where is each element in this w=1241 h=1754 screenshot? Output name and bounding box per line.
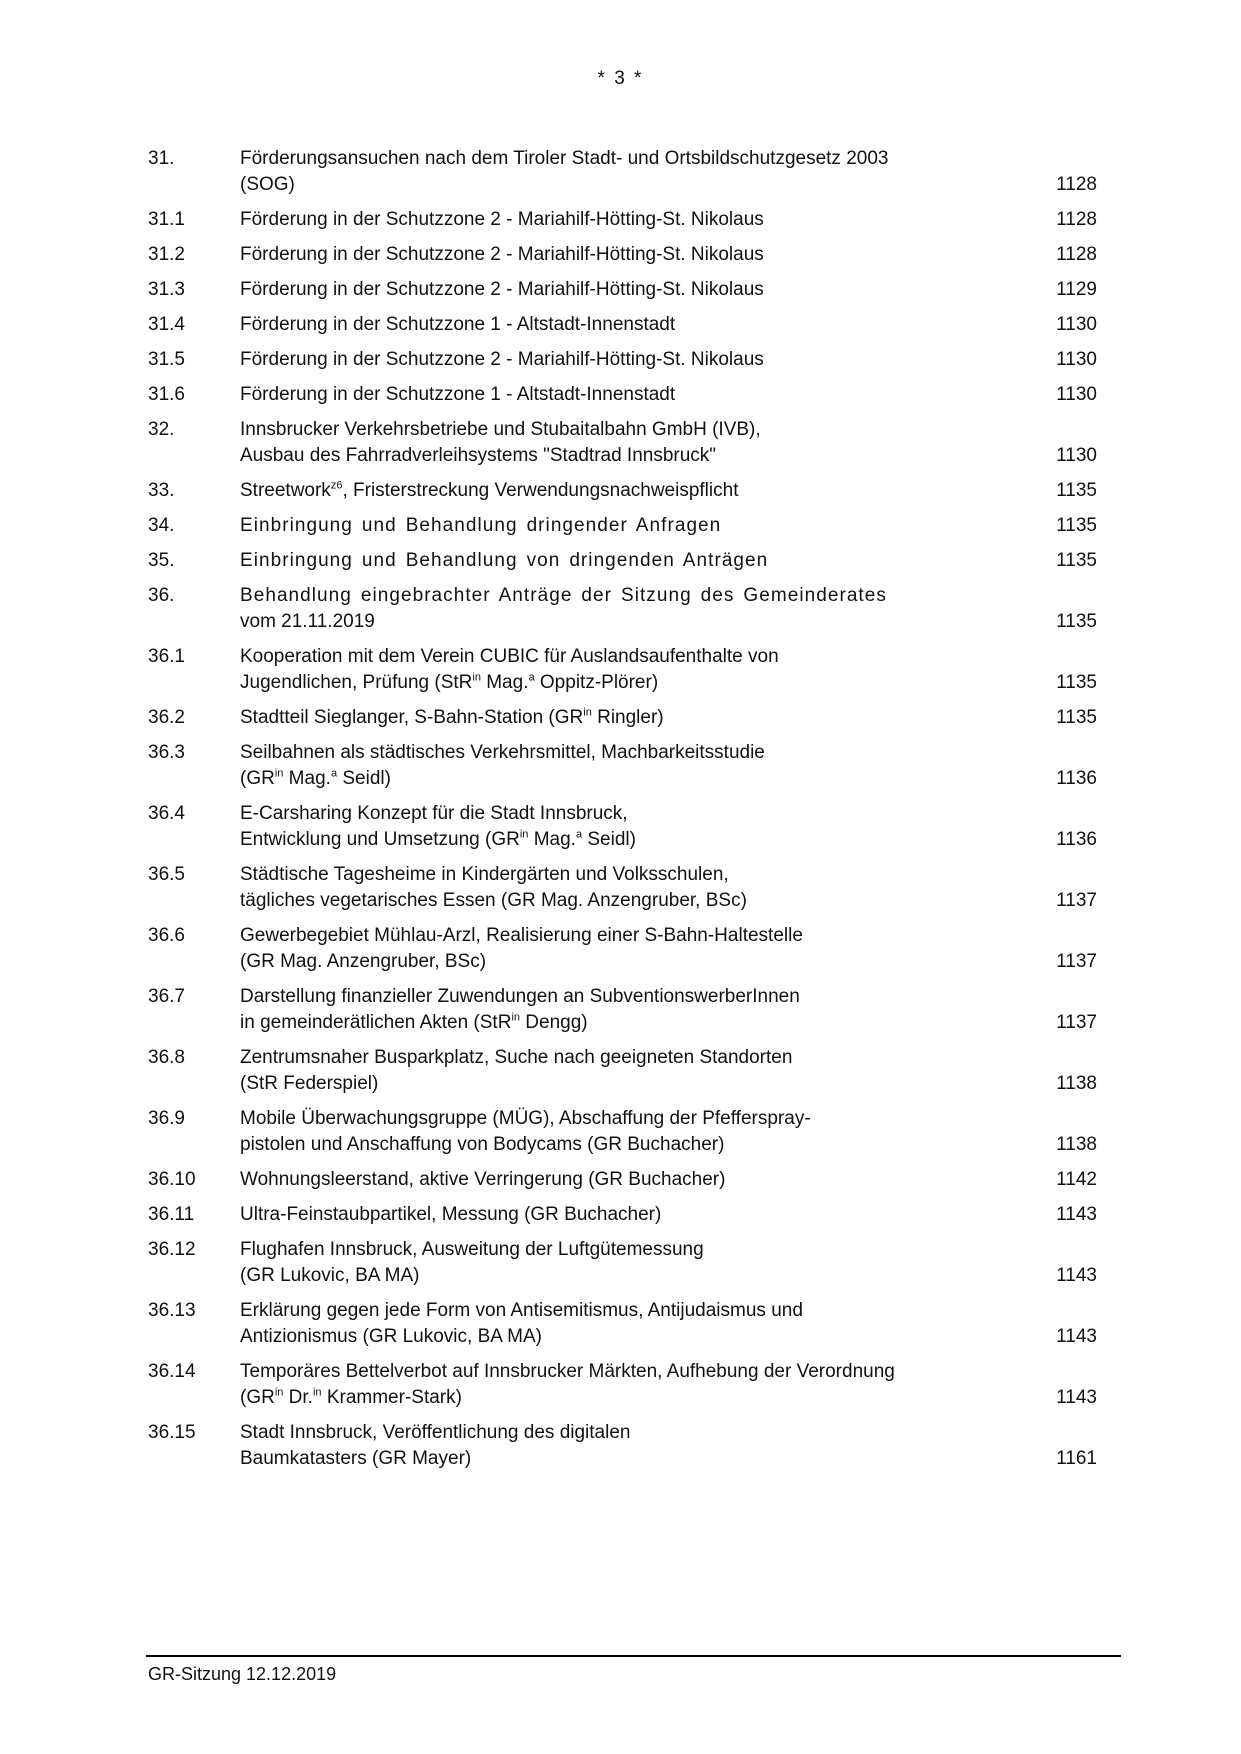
toc-entry-title	[240, 923, 1045, 975]
toc-entry-number: 31.6	[148, 384, 185, 405]
superscript: z6	[330, 479, 343, 492]
toc-entry	[148, 1045, 1097, 1097]
toc-entry-number: 36.8	[148, 1047, 185, 1068]
toc-entry-title	[240, 242, 1045, 268]
toc-entry-line: Förderung in der Schutzzone 2 - Mariahilf-Hötting-St. Nikolaus	[240, 279, 764, 300]
toc-entry-line: Seilbahnen als städtisches Verkehrsmittel, Machbarkeitsstudie	[240, 742, 765, 763]
toc-entry-title	[240, 1420, 1045, 1472]
toc-entry	[148, 1106, 1097, 1158]
toc-entry-line: Darstellung finanzieller Zuwendungen an SubventionswerberInnen	[240, 986, 800, 1007]
toc-entry-title	[240, 644, 1045, 696]
toc-entry-line: Förderung in der Schutzzone 2 - Mariahilf-Hötting-St. Nikolaus	[240, 244, 764, 265]
superscript: a	[528, 671, 535, 684]
toc-entry	[148, 513, 1097, 539]
toc-entry-title	[240, 583, 1045, 635]
toc-entry-line: pistolen und Anschaffung von Bodycams (GR Buchacher)	[240, 1134, 725, 1155]
toc-entry-line: Förderung in der Schutzzone 2 - Mariahilf-Hötting-St. Nikolaus	[240, 209, 764, 230]
toc-entry-title	[240, 705, 1045, 731]
toc-entry-line: Jugendlichen, Prüfung (StR$^{in}$ Mag.$^a$ Oppitz-Plörer)	[240, 671, 659, 693]
toc-entry-number: 36.14	[148, 1361, 196, 1382]
toc-entry-page: 1137	[1056, 951, 1097, 972]
toc-entry-page: 1136	[1056, 829, 1097, 850]
toc-entry-title	[240, 347, 1045, 373]
toc-entry-page: 1128	[1056, 174, 1097, 195]
toc-entry	[148, 1202, 1097, 1228]
toc-entry	[148, 277, 1097, 303]
toc-entry-line: Streetwork$^{z6}$, Fristerstreckung Verwendungsnachweispflicht	[240, 479, 739, 501]
toc-entry-line: (SOG)	[240, 174, 295, 195]
toc-entry	[148, 207, 1097, 233]
toc-entry-title	[240, 382, 1045, 408]
toc-entry	[148, 1298, 1097, 1350]
toc-entry-page: 1135	[1056, 672, 1097, 693]
toc-entry-line: Einbringung und Behandlung dringender Anfragen	[240, 515, 722, 536]
superscript: in	[511, 1011, 521, 1024]
toc-entry-line: (StR Federspiel)	[240, 1073, 379, 1094]
toc-entry-line: Ultra-Feinstaubpartikel, Messung (GR Buchacher)	[240, 1204, 662, 1225]
toc-entry-number: 35.	[148, 550, 175, 571]
toc-entry-number: 36.13	[148, 1300, 196, 1321]
superscript: in	[472, 671, 481, 684]
toc-entry-line: Förderungsansuchen nach dem Tiroler Stadt- und Ortsbildschutzgesetz 2003	[240, 148, 889, 169]
table-of-contents	[148, 146, 1097, 1481]
toc-entry-line: Flughafen Innsbruck, Ausweitung der Luftgütemessung	[240, 1239, 704, 1260]
toc-entry-line: Innsbrucker Verkehrsbetriebe und Stubaitalbahn GmbH (IVB),	[240, 419, 761, 440]
toc-entry	[148, 740, 1097, 792]
toc-entry-page: 1130	[1056, 349, 1097, 370]
toc-entry-page: 1135	[1056, 707, 1097, 728]
toc-entry-page: 1143	[1056, 1265, 1097, 1286]
toc-entry-page: 1137	[1056, 1012, 1097, 1033]
superscript: in	[274, 767, 284, 780]
toc-entry-title	[240, 312, 1045, 338]
toc-entry-line: Förderung in der Schutzzone 1 - Altstadt-Innenstadt	[240, 384, 676, 405]
toc-entry-page: 1143	[1056, 1387, 1097, 1408]
toc-entry-line: ($GR^{in}$ Dr.$^{in}$ Krammer-Stark)	[240, 1386, 462, 1408]
toc-entry-page: 1130	[1056, 445, 1097, 466]
toc-entry-number: 36.6	[148, 925, 185, 946]
toc-entry	[148, 347, 1097, 373]
toc-entry-page: 1135	[1056, 550, 1097, 571]
toc-entry-number: 31.5	[148, 349, 185, 370]
toc-entry	[148, 984, 1097, 1036]
toc-entry-line: E-Carsharing Konzept für die Stadt Innsbruck,	[240, 803, 628, 824]
toc-entry-page: 1135	[1056, 480, 1097, 501]
toc-entry-line: in gemeinderätlichen Akten (StR$^{in}$ Dengg)	[240, 1011, 588, 1033]
toc-entry-number: 36.5	[148, 864, 185, 885]
toc-entry-line: Temporäres Bettelverbot auf Innsbrucker Märkten, Aufhebung der Verordnung	[240, 1361, 895, 1382]
superscript: in	[312, 1386, 322, 1399]
footer-rule	[146, 1655, 1121, 1657]
toc-entry-line: Zentrumsnaher Busparkplatz, Suche nach geeigneten Standorten	[240, 1047, 793, 1068]
toc-entry-number: 31.1	[148, 209, 185, 230]
toc-entry-number: 36.7	[148, 986, 185, 1007]
page-number-header: * 3 *	[597, 68, 644, 89]
superscript: in	[583, 706, 592, 719]
toc-entry	[148, 923, 1097, 975]
toc-entry	[148, 1237, 1097, 1289]
toc-entry-number: 32.	[148, 419, 175, 440]
toc-entry-line: Mobile Überwachungsgruppe (MÜG), Abschaffung der Pfefferspray-	[240, 1108, 811, 1129]
footer-text: GR-Sitzung 12.12.2019	[148, 1664, 337, 1684]
toc-entry-line: Kooperation mit dem Verein CUBIC für Auslandsaufenthalte von	[240, 646, 779, 667]
toc-entry-line: vom 21.11.2019	[240, 611, 375, 632]
toc-entry	[148, 583, 1097, 635]
toc-entry-number: 34.	[148, 515, 175, 536]
toc-entry-number: 36.3	[148, 742, 185, 763]
toc-entry-number: 31.	[148, 148, 175, 169]
toc-entry-line: Entwicklung und Umsetzung ($GR^{in}$ Mag.$^a$ Seidl)	[240, 828, 636, 850]
toc-entry-page: 1138	[1056, 1134, 1097, 1155]
toc-entry-page: 1142	[1056, 1169, 1097, 1190]
toc-entry-page: 1130	[1056, 314, 1097, 335]
toc-entry-number: 36.4	[148, 803, 185, 824]
toc-entry-line: (GR Lukovic, BA MA)	[240, 1265, 420, 1286]
toc-entry-line: Förderung in der Schutzzone 1 - Altstadt-Innenstadt	[240, 314, 676, 335]
superscript: a	[575, 828, 583, 841]
toc-entry-title	[240, 1106, 1045, 1158]
superscript: in	[274, 1386, 284, 1399]
toc-entry-number: 31.3	[148, 279, 185, 300]
toc-entry-title	[240, 984, 1045, 1036]
toc-entry-title	[240, 862, 1045, 914]
toc-entry-line: Stadtteil Sieglanger, S-Bahn-Station ($GR^{in}$ Ringler)	[240, 706, 664, 728]
toc-entry-number: 31.2	[148, 244, 185, 265]
toc-entry-number: 36.10	[148, 1169, 196, 1190]
toc-entry	[148, 242, 1097, 268]
toc-entry	[148, 312, 1097, 338]
toc-entry-page: 1128	[1056, 244, 1097, 265]
toc-entry-line: ($GR^{in}$ Mag.$^a$ Seidl)	[240, 767, 391, 789]
toc-entry-line: tägliches vegetarisches Essen (GR Mag. Anzengruber, BSc)	[240, 890, 747, 911]
toc-entry-page: 1135	[1056, 515, 1097, 536]
toc-entry-page: 1135	[1056, 611, 1097, 632]
toc-entry-title	[240, 1167, 1045, 1193]
toc-entry-number: 36.1	[148, 646, 185, 667]
toc-entry	[148, 417, 1097, 469]
toc-entry-line: Erklärung gegen jede Form von Antisemitismus, Antijudaismus und	[240, 1300, 803, 1321]
toc-entry	[148, 862, 1097, 914]
toc-entry-page: 1143	[1056, 1326, 1097, 1347]
toc-entry	[148, 1359, 1097, 1411]
toc-entry-title	[240, 513, 1045, 539]
toc-entry-page: 1129	[1056, 279, 1097, 300]
toc-entry-number: 36.15	[148, 1422, 196, 1443]
toc-entry-title	[240, 146, 1045, 198]
toc-entry-line: Behandlung eingebrachter Anträge der Sitzung des Gemeinderates	[240, 585, 887, 606]
toc-entry-line: Stadt Innsbruck, Veröffentlichung des digitalen	[240, 1422, 631, 1443]
toc-entry	[148, 1420, 1097, 1472]
toc-entry-title	[240, 1202, 1045, 1228]
toc-entry-title	[240, 740, 1045, 792]
toc-entry-line: (GR Mag. Anzengruber, BSc)	[240, 951, 487, 972]
toc-entry	[148, 146, 1097, 198]
toc-entry-number: 36.12	[148, 1239, 196, 1260]
toc-entry-title	[240, 1045, 1045, 1097]
toc-entry-line: Wohnungsleerstand, aktive Verringerung (GR Buchacher)	[240, 1169, 726, 1190]
toc-entry-number: 36.	[148, 585, 175, 606]
toc-entry-title	[240, 801, 1045, 853]
toc-entry	[148, 478, 1097, 504]
toc-entry-title	[240, 417, 1045, 469]
superscript: in	[519, 828, 529, 841]
toc-entry	[148, 644, 1097, 696]
toc-entry-page: 1137	[1056, 890, 1097, 911]
toc-entry	[148, 705, 1097, 731]
superscript: a	[330, 767, 338, 780]
toc-entry-page: 1136	[1056, 768, 1097, 789]
toc-entry-number: 36.2	[148, 707, 185, 728]
toc-entry	[148, 1167, 1097, 1193]
toc-entry-page: 1128	[1056, 209, 1097, 230]
toc-entry-page: 1138	[1056, 1073, 1097, 1094]
toc-entry	[148, 548, 1097, 574]
toc-entry-number: 33.	[148, 480, 175, 501]
toc-entry-line: Städtische Tagesheime in Kindergärten und Volksschulen,	[240, 864, 729, 885]
toc-entry-page: 1130	[1056, 384, 1097, 405]
toc-entry	[148, 801, 1097, 853]
toc-entry-line: Gewerbegebiet Mühlau-Arzl, Realisierung einer S-Bahn-Haltestelle	[240, 925, 803, 946]
toc-entry	[148, 382, 1097, 408]
toc-entry-title	[240, 1359, 1045, 1411]
toc-entry-title	[240, 207, 1045, 233]
toc-entry-page: 1161	[1056, 1448, 1097, 1469]
toc-entry-line: Baumkatasters (GR Mayer)	[240, 1448, 472, 1469]
toc-entry-page: 1143	[1056, 1204, 1097, 1225]
toc-entry-title	[240, 548, 1045, 574]
toc-entry-line: Einbringung und Behandlung von dringenden Anträgen	[240, 550, 769, 571]
toc-entry-number: 36.9	[148, 1108, 185, 1129]
toc-entry-number: 31.4	[148, 314, 185, 335]
toc-entry-line: Antizionismus (GR Lukovic, BA MA)	[240, 1326, 542, 1347]
toc-entry-number: 36.11	[148, 1204, 195, 1225]
toc-entry-title	[240, 1298, 1045, 1350]
toc-entry-line: Ausbau des Fahrradverleihsystems "Stadtrad Innsbruck"	[240, 445, 717, 466]
toc-entry-title	[240, 277, 1045, 303]
toc-entry-title	[240, 1237, 1045, 1289]
toc-entry-line: Förderung in der Schutzzone 2 - Mariahilf-Hötting-St. Nikolaus	[240, 349, 764, 370]
toc-entry-title	[240, 478, 1045, 504]
